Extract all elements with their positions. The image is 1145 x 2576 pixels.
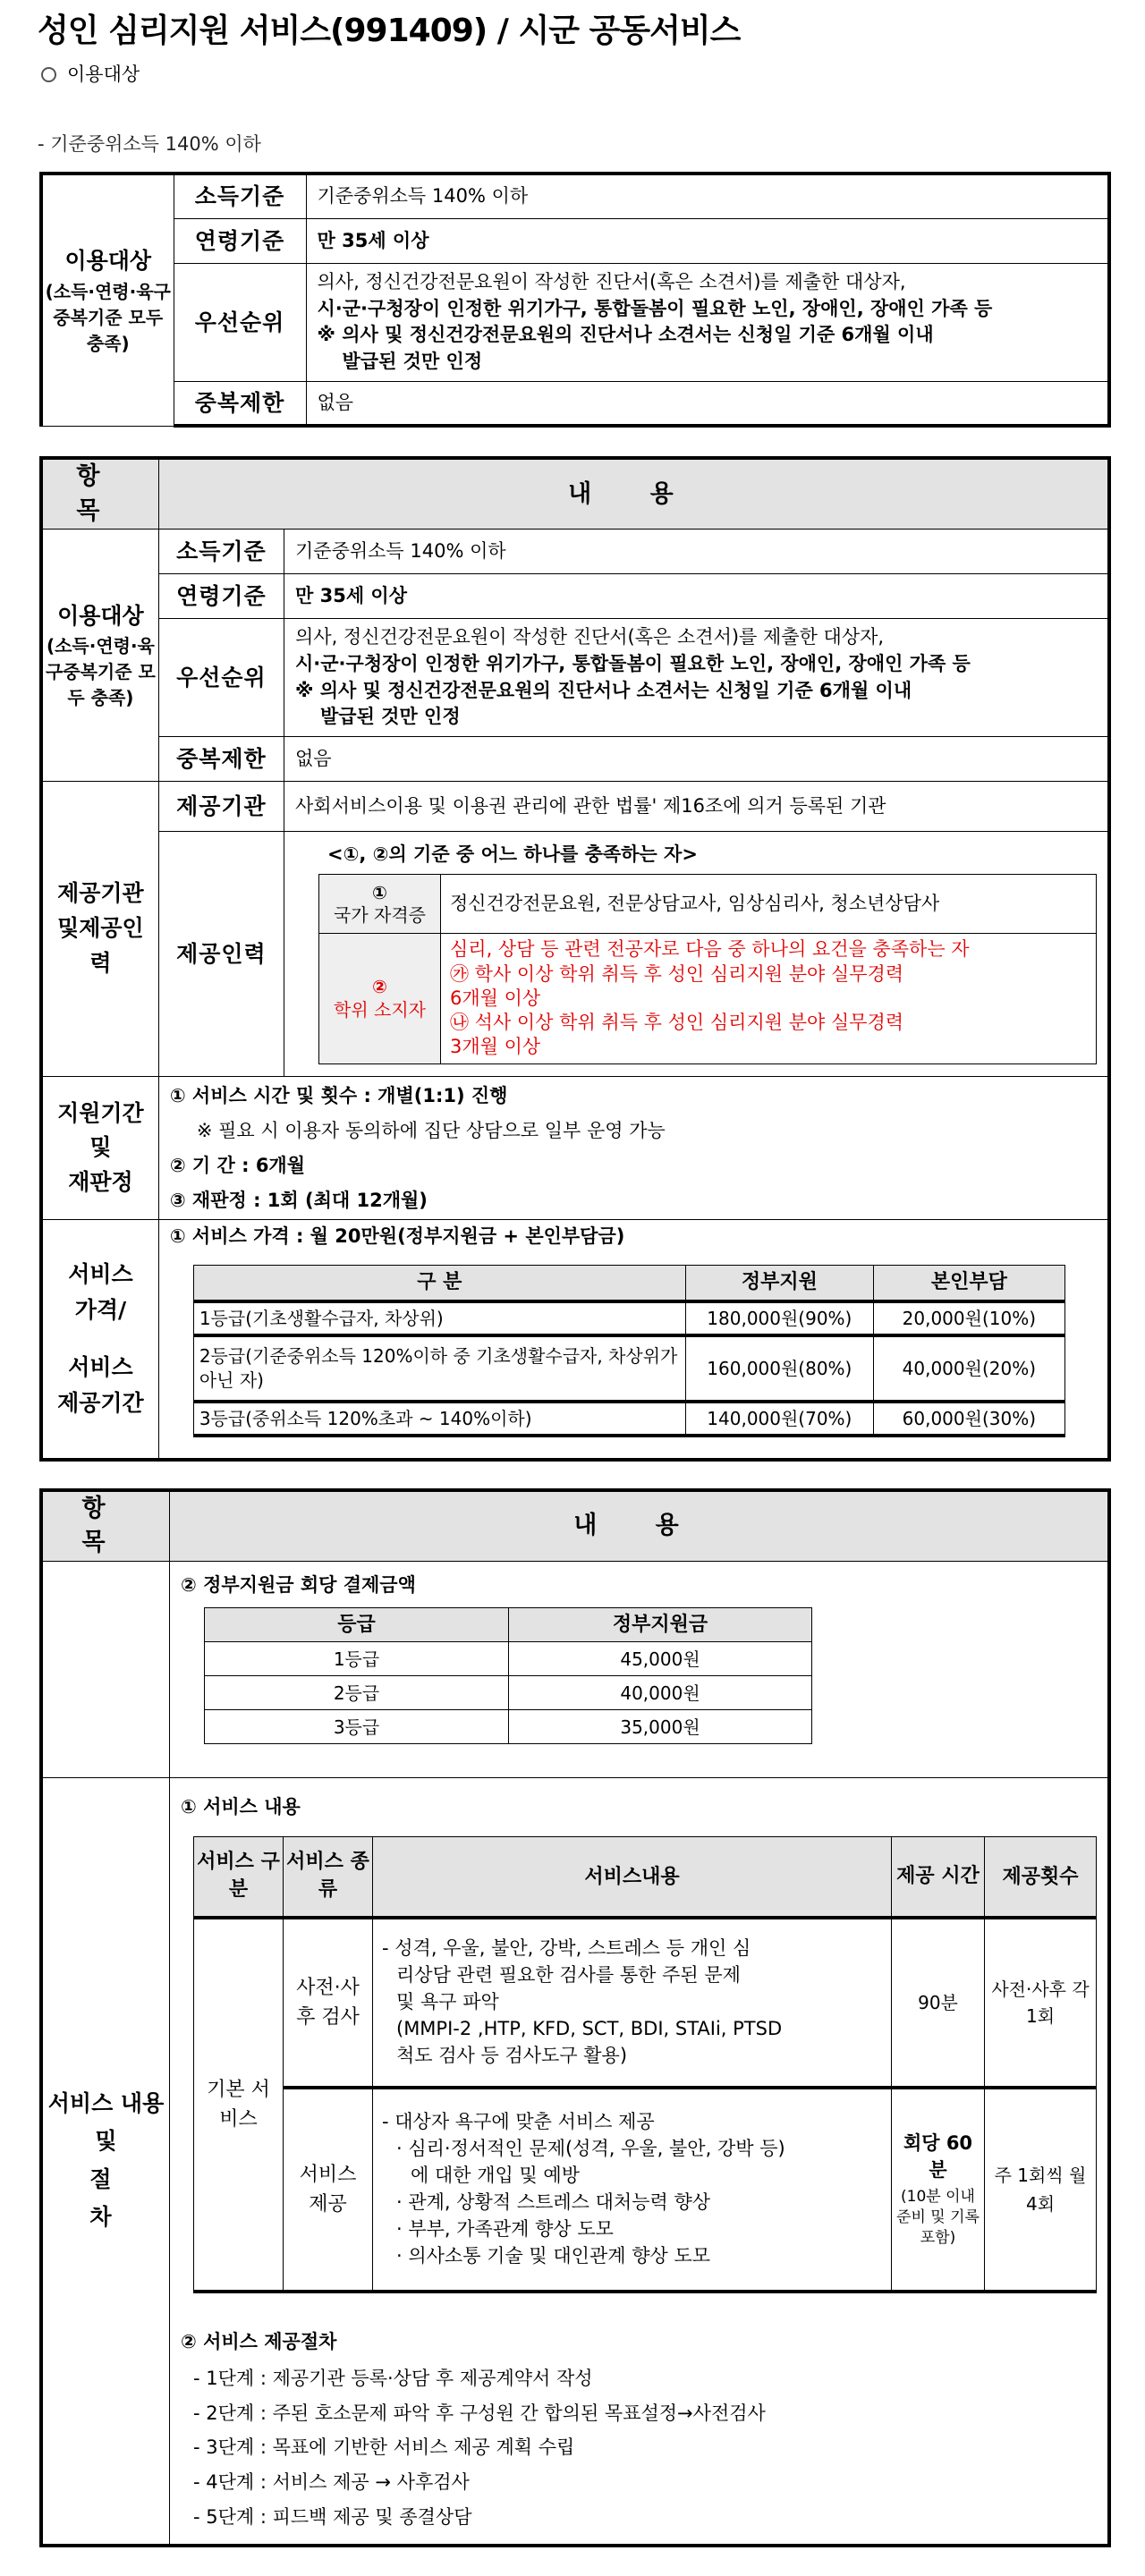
steps-title: ② 서비스 제공절차 [181, 2330, 337, 2352]
payment-amount: 40,000원 [509, 1676, 812, 1710]
qual-degree-line: 3개월 이상 [450, 1036, 541, 1058]
period-label-line: 지원기간 [57, 1099, 144, 1126]
payment-title: ② 정부지원금 회당 결제금액 [181, 1573, 416, 1596]
price-row [193, 1335, 1064, 1402]
service-value [170, 1777, 1110, 2546]
service-content-table [193, 1836, 1097, 2293]
page-title: 성인 심리지원 서비스(991409) / 시군 공동서비스 [38, 13, 741, 49]
period-line: ① 서비스 시간 및 횟수 : 개별(1:1) 진행 [169, 1085, 508, 1107]
qual-license-value: 정신건강전문요원, 전문상담교사, 임상심리사, 청소년상담사 [441, 875, 1097, 934]
period-label-line: 재판정 [68, 1169, 133, 1196]
qual-num: ① [372, 881, 387, 903]
price-label [41, 1220, 158, 1460]
priority-line: 의사, 정신건강전문요원이 작성한 진단서(혹은 소견서)를 제출한 대상자, [317, 270, 906, 292]
price-grade: 2등급(기준중위소득 120%이하 중 기초생활수급자, 차상위가 아닌 자) [193, 1335, 685, 1402]
price-label-line: 제공기간 [57, 1390, 144, 1417]
service-time-main: 회당 60분 [903, 2132, 973, 2181]
circle-bullet-icon [41, 67, 56, 82]
period-line: ③ 재판정 : 1회 (최대 12개월) [169, 1189, 428, 1211]
step-item: - 4단계 : 서비스 제공 → 사후검사 [193, 2471, 470, 2494]
payment-table [204, 1607, 812, 1744]
service-label-line: 및 [95, 2128, 117, 2155]
staff-value [284, 832, 1110, 1077]
age-value: 만 35세 이상 [306, 218, 1109, 263]
price-gov: 160,000원(80%) [685, 1335, 873, 1402]
period-label-line: 및 [89, 1134, 112, 1161]
eligibility-label-2 [41, 530, 158, 782]
service-count: 사전·사후 각 1회 [985, 1918, 1097, 2088]
service-desc-line: 및 욕구 파악 [396, 1991, 499, 2013]
period-value [158, 1077, 1109, 1220]
price-self: 20,000원(10%) [873, 1301, 1064, 1335]
service-col-header: 제공횟수 [985, 1837, 1097, 1918]
duplicate-value: 없음 [306, 381, 1109, 426]
duplicate-value: 없음 [284, 737, 1110, 782]
qual-license-label [319, 875, 441, 934]
priority-line: ※ 의사 및 정신건강전문요원의 진단서나 소견서는 신청일 기준 6개월 이내 [317, 324, 934, 346]
price-label-line: 서비스 [68, 1261, 133, 1288]
service-category: 기본 서비스 [194, 1918, 284, 2292]
service-desc-line: 리상담 관련 필요한 검사를 통한 주된 문제 [396, 1964, 741, 1987]
priority-line: ※ 의사 및 정신건강전문요원의 진단서나 소견서는 신청일 기준 6개월 이내 [295, 679, 912, 701]
qual-label: 국가 자격증 [334, 903, 426, 926]
income-key: 소득기준 [174, 174, 306, 218]
payment-value [170, 1561, 1110, 1777]
service-desc-line: · 관계, 상황적 스트레스 대처능력 향상 [396, 2190, 711, 2213]
payment-amount: 35,000원 [509, 1710, 812, 1744]
duplicate-key: 중복제한 [158, 737, 284, 782]
main-table [39, 456, 1111, 1462]
service-label [41, 1777, 170, 2546]
staff-key: 제공인력 [158, 832, 284, 1077]
eligibility-table [39, 172, 1111, 428]
priority-line: 발급된 것만 인정 [320, 706, 461, 728]
staff-qual-table [318, 874, 1097, 1063]
qual-num: ② [372, 976, 387, 998]
payment-row [205, 1676, 812, 1710]
eligibility-label [41, 174, 174, 426]
staff-intro: <①, ②의 기준 중 어느 하나를 충족하는 자> [327, 843, 698, 866]
age-key: 연령기준 [158, 574, 284, 619]
qual-degree-value [441, 934, 1097, 1063]
provider-label: 제공기관 및제공인력 [41, 782, 158, 1077]
service-label-line: 서비스 내용 [47, 2089, 165, 2116]
priority-value [284, 619, 1110, 737]
priority-key: 우선순위 [158, 619, 284, 737]
price-self: 40,000원(20%) [873, 1335, 1064, 1402]
eligibility-label-text: 이용대상 [57, 602, 144, 629]
qual-degree-line: 심리, 상담 등 관련 전공자로 다음 중 하나의 요건을 충족하는 자 [450, 938, 970, 961]
service-time: 90분 [892, 1918, 985, 2088]
service-count: 주 1회씩 월 4회 [985, 2088, 1097, 2292]
steps-list [181, 2361, 1097, 2535]
step-item: - 1단계 : 제공기관 등록·상담 후 제공계약서 작성 [193, 2367, 593, 2389]
priority-line: 시·군·구청장이 인정한 위기가구, 통합돌봄이 필요한 노인, 장애인, 장애인 가족 등 [317, 297, 993, 319]
income-value: 기준중위소득 140% 이하 [284, 530, 1110, 574]
payment-row [205, 1642, 812, 1676]
payment-grade: 2등급 [205, 1676, 509, 1710]
service-table [39, 1488, 1111, 2547]
price-table [193, 1265, 1065, 1437]
blank-label-cell [41, 1561, 170, 1777]
income-value: 기준중위소득 140% 이하 [306, 174, 1109, 218]
priority-key: 우선순위 [174, 263, 306, 381]
payment-row [205, 1710, 812, 1744]
price-label-line: 서비스 [68, 1354, 133, 1381]
service-col-header: 서비스내용 [373, 1837, 892, 1918]
service-desc-line: · 의사소통 기술 및 대인관계 향상 도모 [396, 2244, 711, 2267]
eligibility-label-sub: (소득·연령·육구중복기준 모두 충족) [45, 281, 171, 355]
price-gov: 180,000원(90%) [685, 1301, 873, 1335]
service-desc-line: 척도 검사 등 검사도구 활용) [396, 2044, 628, 2066]
eligibility-label-sub: (소득·연령·육구중복기준 모두 충족) [45, 635, 156, 709]
price-col-header: 정부지원 [685, 1266, 873, 1301]
payment-grade: 3등급 [205, 1710, 509, 1744]
service-desc [373, 2088, 892, 2292]
qual-degree-label [319, 934, 441, 1063]
price-gov: 140,000원(70%) [685, 1402, 873, 1436]
service-time [892, 2088, 985, 2292]
price-row [193, 1301, 1064, 1335]
service-row [194, 1918, 1097, 2088]
priority-value [306, 263, 1109, 381]
payment-col-header: 등급 [205, 1608, 509, 1642]
price-self: 60,000원(30%) [873, 1402, 1064, 1436]
provider-value: 사회서비스이용 및 이용권 관리에 관한 법률' 제16조에 의거 등록된 기관 [284, 782, 1110, 832]
service-col-header: 서비스 종류 [284, 1837, 373, 1918]
age-value: 만 35세 이상 [284, 574, 1110, 619]
service-type: 서비스 제공 [284, 2088, 373, 2292]
payment-grade: 1등급 [205, 1642, 509, 1676]
service-col-header: 서비스 구분 [194, 1837, 284, 1918]
priority-line: 시·군·구청장이 인정한 위기가구, 통합돌봄이 필요한 노인, 장애인, 장애인 가족 등 [295, 652, 971, 674]
service-desc-line: 에 대한 개입 및 예방 [411, 2165, 580, 2187]
header-content: 내 용 [170, 1490, 1110, 1561]
service-col-header: 제공 시간 [892, 1837, 985, 1918]
section-subhead [38, 62, 1124, 89]
price-row [193, 1402, 1064, 1436]
provider-key: 제공기관 [158, 782, 284, 832]
price-label-line: 가격/ [74, 1297, 127, 1324]
priority-line: 의사, 정신건강전문요원이 작성한 진단서(혹은 소견서)를 제출한 대상자, [295, 625, 885, 648]
price-intro: ① 서비스 가격 : 월 20만원(정부지원금 + 본인부담금) [169, 1225, 625, 1248]
price-col-header: 본인부담 [873, 1266, 1064, 1301]
priority-line: 발급된 것만 인정 [342, 351, 483, 373]
subhead-text: 이용대상 [67, 63, 140, 85]
step-item: - 2단계 : 주된 호소문제 파악 후 구성원 간 합의된 목표설정→사전검사 [193, 2402, 766, 2424]
service-desc-line: - 성격, 우울, 불안, 강박, 스트레스 등 개인 심 [382, 1937, 751, 1960]
step-item: - 5단계 : 피드백 제공 및 종결상담 [193, 2506, 472, 2529]
eligibility-label-text: 이용대상 [64, 248, 152, 275]
header-item: 항 목 [41, 1490, 170, 1561]
qual-degree-line: ㉯ 석사 이상 학위 취득 후 성인 심리지원 분야 실무경력 [450, 1012, 904, 1034]
qual-label: 학위 소지자 [334, 999, 426, 1021]
price-col-header: 구 분 [193, 1266, 685, 1301]
qual-degree-line: 6개월 이상 [450, 987, 541, 1009]
service-desc-line: · 심리·정서적인 문제(성격, 우울, 불안, 강박 등) [396, 2138, 785, 2160]
income-key: 소득기준 [158, 530, 284, 574]
header-content: 내 용 [158, 458, 1109, 529]
service-desc-line: (MMPI-2 ,HTP, KFD, SCT, BDI, STAIi, PTSD [396, 2017, 783, 2039]
service-desc [373, 1918, 892, 2088]
service-desc-line: · 부부, 가족관계 향상 도모 [396, 2217, 614, 2240]
period-line: ※ 필요 시 이용자 동의하에 집단 상담으로 일부 운영 가능 [196, 1119, 666, 1141]
spacer [43, 1328, 158, 1350]
period-label [41, 1077, 158, 1220]
service-time-note: (10분 이내 준비 및 기록 포함) [896, 2187, 980, 2247]
service-title: ① 서비스 내용 [181, 1795, 301, 1818]
header-item: 항 목 [41, 458, 158, 529]
payment-col-header: 정부지원금 [509, 1608, 812, 1642]
criteria-line: - 기준중위소득 140% 이하 [38, 132, 261, 155]
price-grade: 3등급(중위소득 120%초과 ~ 140%이하) [193, 1402, 685, 1436]
service-row [194, 2088, 1097, 2292]
service-type: 사전·사후 검사 [284, 1918, 373, 2088]
payment-amount: 45,000원 [509, 1642, 812, 1676]
step-item: - 3단계 : 목표에 기반한 서비스 제공 계획 수립 [193, 2436, 575, 2459]
service-desc-line: - 대상자 욕구에 맞춘 서비스 제공 [382, 2111, 655, 2133]
duplicate-key: 중복제한 [174, 381, 306, 426]
age-key: 연령기준 [174, 218, 306, 263]
qual-degree-line: ㉮ 학사 이상 학위 취득 후 성인 심리지원 분야 실무경력 [450, 962, 904, 985]
service-label-line: 절 차 [89, 2165, 139, 2231]
period-line: ② 기 간 : 6개월 [169, 1154, 306, 1176]
price-grade: 1등급(기초생활수급자, 차상위) [193, 1301, 685, 1335]
price-value [158, 1220, 1109, 1460]
